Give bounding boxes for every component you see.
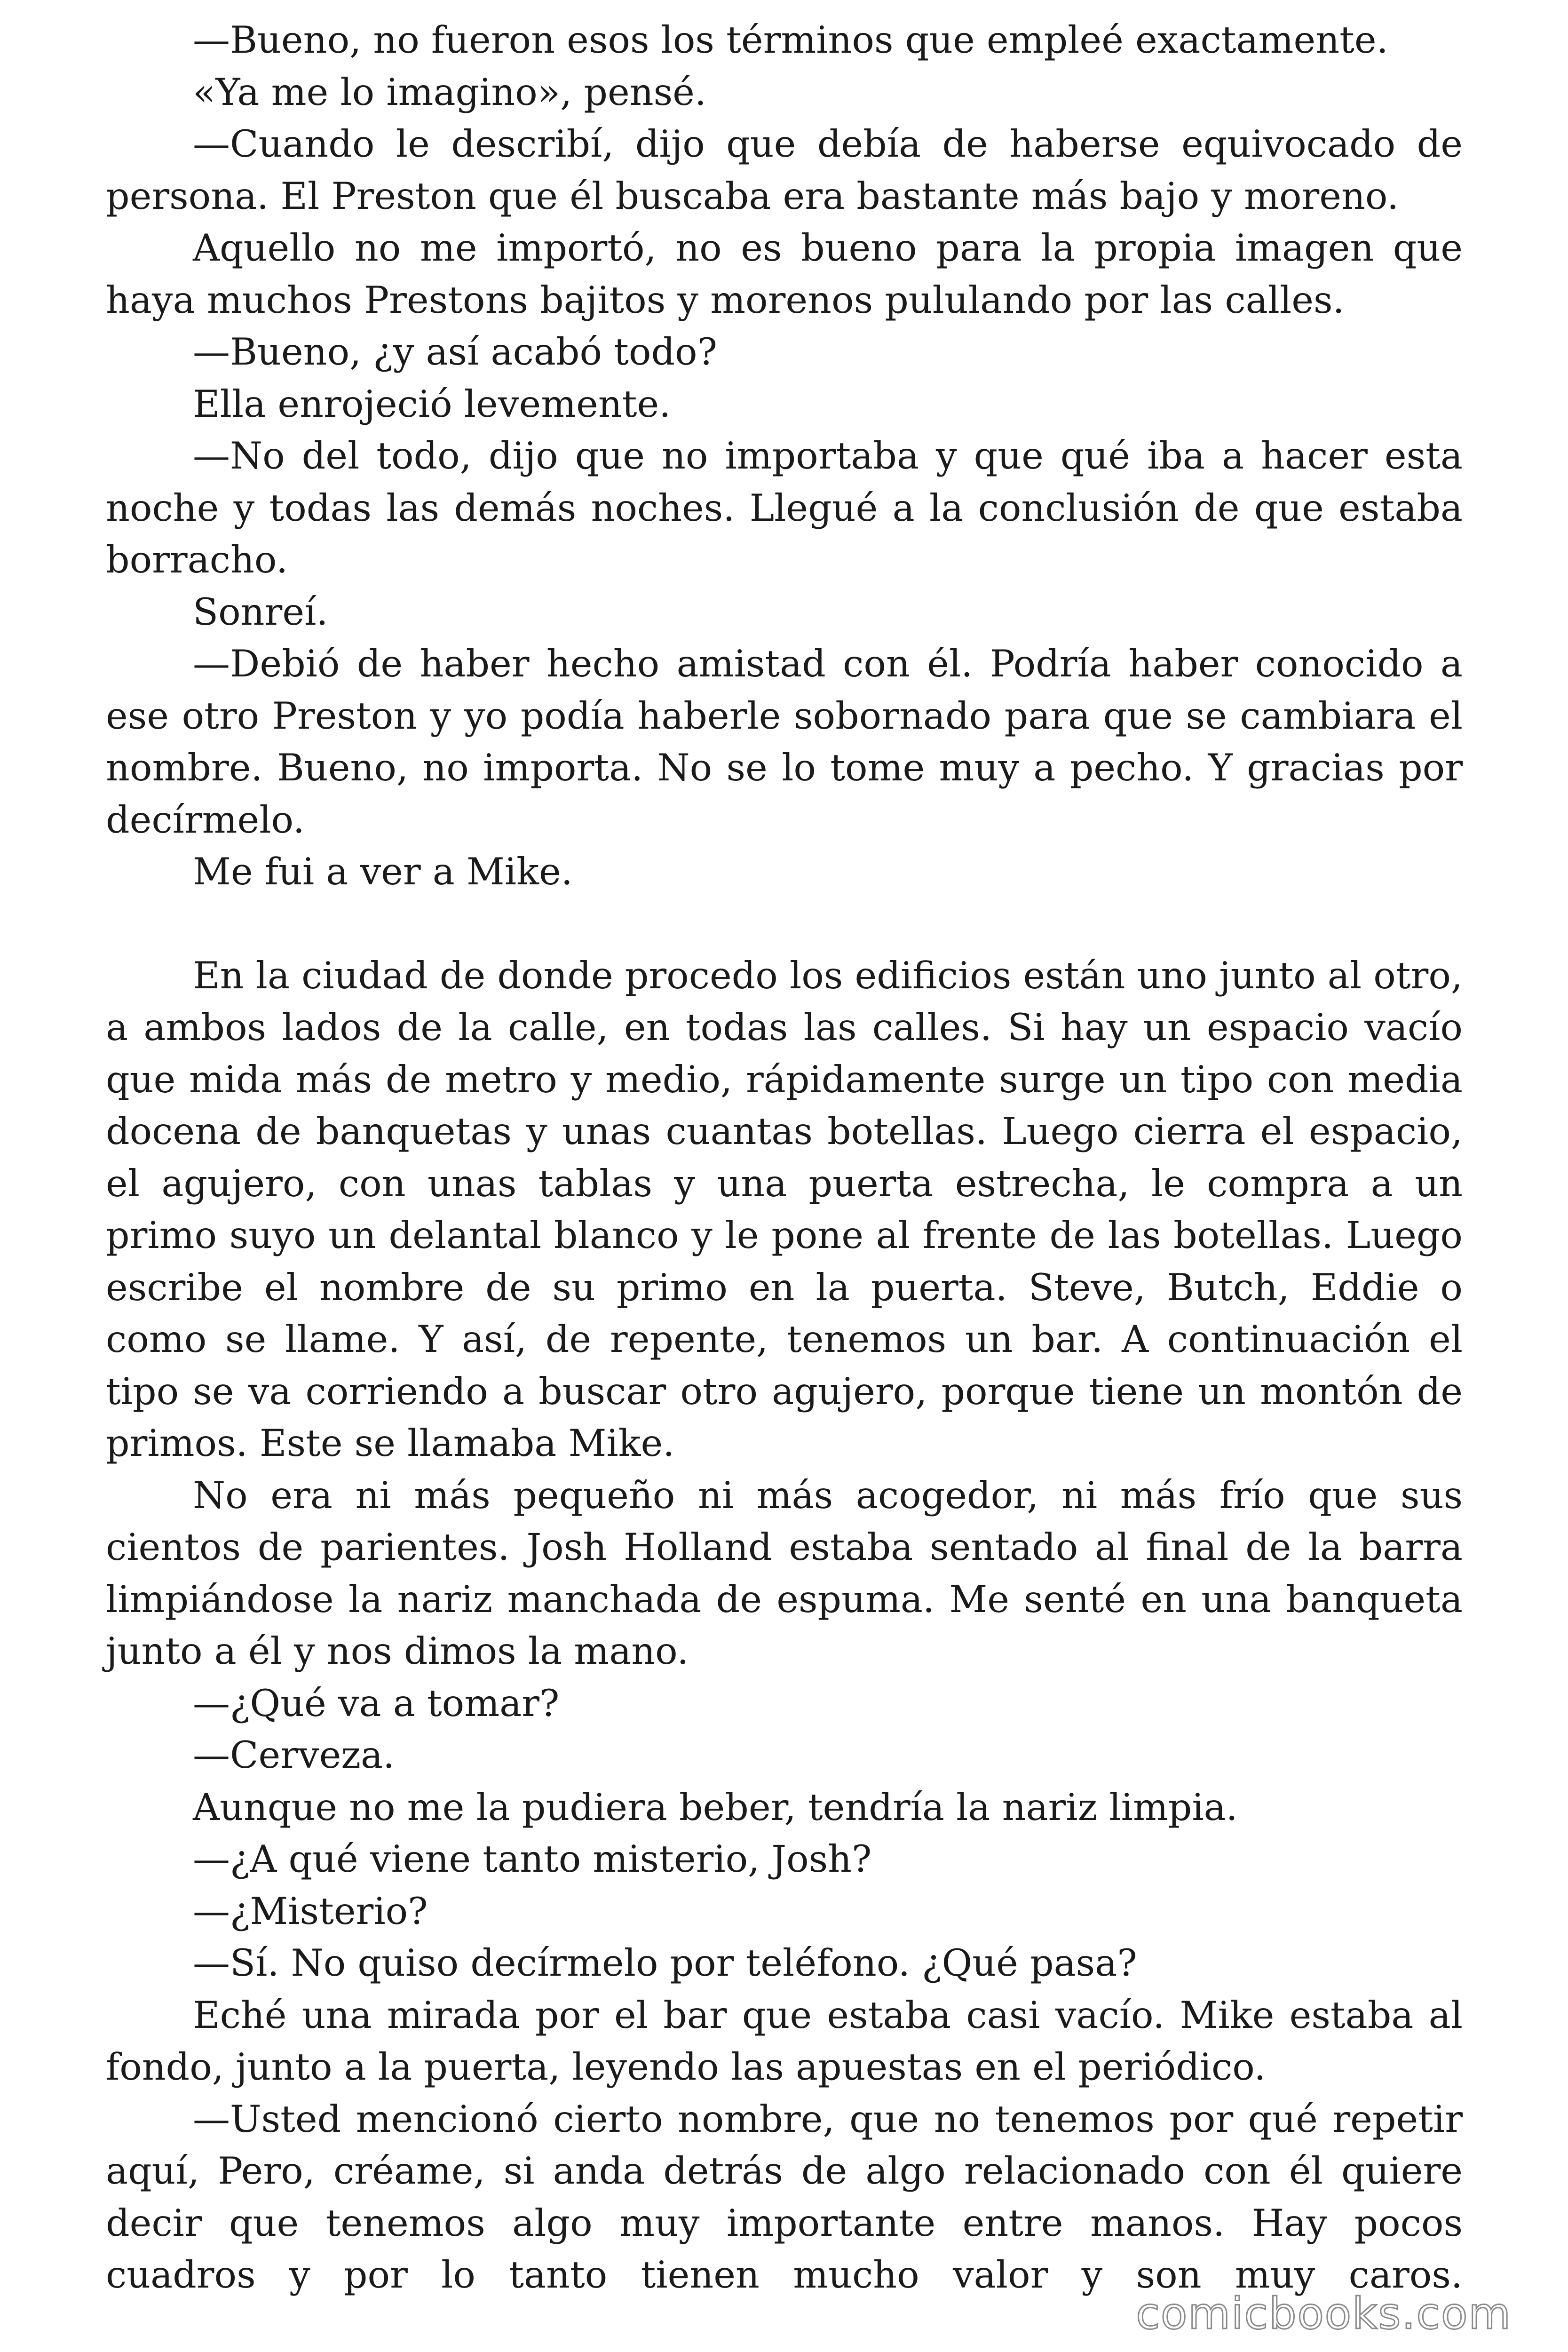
paragraph: En la ciudad de donde procedo los edificios están uno junto al otro, a ambos lados de la calle, en todas las calles. Si hay un espacio vacío que mida más de metro y medio, rápidamente surge un tipo con media docena de banquetas y unas cuantas botellas. Luego cierra el espacio, el agujero, con unas tablas y una puerta estrecha, le compra a un primo suyo un delantal blanco y le pone al frente de las botellas. Luego escribe el nombre de su primo en la puerta. Steve, Butch, Eddie o como se llame. Y así, de repente, tenemos un bar. A continuación el tipo se va corriendo a buscar otro agujero, porque tiene un montón de primos. Este se llamaba Mike. xyxy=(106,954,1463,1465)
paragraph: —¿Misterio? xyxy=(193,1889,428,1933)
watermark: comicbooks.com xyxy=(1136,2288,1512,2339)
paragraph: —Cuando le describí, dijo que debía de haberse equivocado de persona. El Preston que él buscaba era bastante más bajo y moreno. xyxy=(106,122,1463,218)
paragraph: —No del todo, dijo que no importaba y que qué iba a hacer esta noche y todas las demás noches. Llegué a la conclusión de que estaba borracho. xyxy=(106,434,1463,581)
paragraph: —Sí. No quiso decírmelo por teléfono. ¿Qué pasa? xyxy=(193,1941,1137,1985)
paragraph: No era ni más pequeño ni más acogedor, ni más frío que sus cientos de parientes. Josh Holland estaba sentado al final de la barra limpiándose la nariz manchada de espuma. Me senté en una banqueta junto a él y nos dimos la mano. xyxy=(106,1473,1463,1673)
paragraph: Sonreí. xyxy=(193,590,328,634)
paragraph: —Debió de haber hecho amistad con él. Podría haber conocido a ese otro Preston y yo podía haberle sobornado para que se cambiara el nombre. Bueno, no importa. No se lo tome muy a pecho. Y gracias por decírmelo. xyxy=(106,642,1463,842)
paragraph: —Bueno, ¿y así acabó todo? xyxy=(193,330,717,373)
paragraph: —Usted mencionó cierto nombre, que no tenemos por qué repetir aquí, Pero, créame, si anda detrás de algo relacionado con él quiere decir que tenemos algo muy importante entre manos. Hay pocos cuadros y por lo tanto tienen mucho valor y son muy caros. xyxy=(106,2097,1463,2296)
paragraph: «Ya me lo imagino», pensé. xyxy=(193,70,706,114)
section-break xyxy=(106,898,1463,950)
paragraph: —Cerveza. xyxy=(193,1733,395,1777)
paragraph: —Bueno, no fueron esos los términos que empleé exactamente. xyxy=(193,18,1388,62)
book-page xyxy=(106,14,1463,2301)
paragraph: Eché una mirada por el bar que estaba casi vacío. Mike estaba al fondo, junto a la puerta, leyendo las apuestas en el periódico. xyxy=(106,1993,1463,2089)
paragraph: Aunque no me la pudiera beber, tendría la nariz limpia. xyxy=(193,1785,1238,1829)
paragraph: —¿A qué viene tanto misterio, Josh? xyxy=(193,1837,872,1881)
paragraph: —¿Qué va a tomar? xyxy=(193,1681,560,1725)
paragraph: Ella enrojeció levemente. xyxy=(193,382,671,426)
paragraph: Aquello no me importó, no es bueno para la propia imagen que haya muchos Prestons bajitos y morenos pululando por las calles. xyxy=(106,226,1463,322)
paragraph: Me fui a ver a Mike. xyxy=(193,850,573,893)
